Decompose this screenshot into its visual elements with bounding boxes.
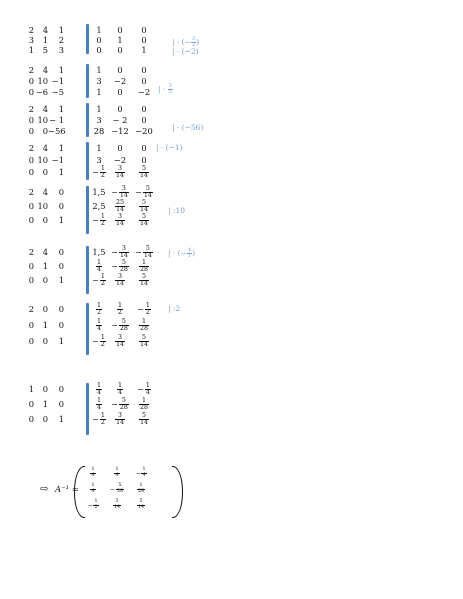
- right-matrix-cell: − $\frac{1}{2}$: [92, 273, 105, 288]
- left-matrix-cell: 0: [28, 275, 34, 285]
- right-matrix-cell: − $\frac{5}{14}$: [135, 245, 152, 260]
- left-matrix-cell: 2: [28, 65, 34, 75]
- left-matrix-cell: 0: [42, 304, 48, 314]
- row-operation-note: | · (− $\frac{3}{2}$ ): [172, 36, 200, 48]
- left-matrix-cell: 0: [42, 384, 48, 394]
- inverse-matrix-cell: $\frac{1}{4}$: [91, 467, 95, 478]
- left-matrix-cell: 2: [28, 187, 34, 197]
- left-matrix-cell: 0: [42, 336, 48, 346]
- left-matrix-cell: 2: [28, 304, 34, 314]
- left-matrix-cell: 0: [28, 320, 34, 330]
- left-matrix-cell: 1: [58, 143, 64, 153]
- right-matrix-cell: 0: [141, 115, 147, 125]
- left-matrix-cell: 0: [28, 215, 34, 225]
- right-matrix-cell: − $\frac{1}{2}$: [92, 165, 105, 180]
- left-matrix-cell: 4: [42, 25, 48, 35]
- right-matrix-cell: $\frac{1}{28}$: [139, 318, 148, 333]
- left-matrix-cell: 0: [42, 167, 48, 177]
- inverse-matrix-result: [40, 466, 150, 516]
- right-matrix-cell: $\frac{5}{14}$: [139, 273, 148, 288]
- right-matrix-cell: 1,5: [92, 187, 106, 197]
- left-matrix-cell: 4: [42, 247, 48, 257]
- left-matrix-cell: 1: [42, 261, 48, 271]
- right-matrix-cell: − 2: [112, 115, 128, 125]
- inverse-label: A⁻¹ =: [55, 485, 79, 495]
- right-matrix-cell: 3: [96, 155, 102, 165]
- right-matrix-cell: 28: [93, 126, 105, 136]
- inverse-matrix-cell: − $\frac{1}{4}$: [135, 467, 146, 478]
- left-matrix-cell: 0: [28, 167, 34, 177]
- row-operation-note: | :2: [168, 304, 181, 313]
- left-matrix-cell: 1: [28, 384, 34, 394]
- left-matrix-cell: 2: [28, 104, 34, 114]
- row-operation-note: | · (− $\frac{4}{1}$ ): [168, 247, 196, 259]
- left-matrix-cell: 0: [28, 115, 34, 125]
- left-matrix-cell: 10: [37, 76, 48, 86]
- right-parenthesis: [172, 466, 183, 518]
- right-matrix-cell: 1: [96, 87, 102, 97]
- left-matrix-cell: 0: [42, 275, 48, 285]
- left-matrix-cell: 0: [28, 201, 34, 211]
- left-matrix-cell: 4: [42, 187, 48, 197]
- inverse-matrix-cell: $\frac{1}{4}$: [91, 483, 95, 494]
- right-matrix-cell: 0: [141, 143, 147, 153]
- left-matrix-cell: 2: [28, 143, 34, 153]
- right-matrix-cell: 0: [117, 104, 123, 114]
- left-matrix-cell: 0: [58, 384, 64, 394]
- right-matrix-cell: − $\frac{3}{14}$: [111, 185, 128, 200]
- left-matrix-cell: 1: [58, 167, 64, 177]
- right-matrix-cell: 0: [117, 45, 123, 55]
- right-matrix-cell: $\frac{5}{14}$: [139, 165, 148, 180]
- left-matrix-cell: 0: [58, 399, 64, 409]
- left-matrix-cell: 4: [42, 143, 48, 153]
- right-matrix-cell: − $\frac{1}{2}$: [92, 213, 105, 228]
- implies-arrow-icon: ⇨: [40, 484, 49, 495]
- right-matrix-cell: $\frac{1}{4}$: [96, 259, 101, 274]
- right-matrix-cell: $\frac{3}{14}$: [115, 165, 124, 180]
- right-matrix-cell: 0: [117, 65, 123, 75]
- right-matrix-cell: −12: [111, 126, 129, 136]
- left-matrix-cell: − 1: [49, 115, 64, 125]
- left-matrix-cell: −5: [51, 87, 64, 97]
- right-matrix-cell: 0: [141, 25, 147, 35]
- right-matrix-cell: −2: [113, 76, 127, 86]
- inverse-matrix-cell: $\frac{1}{28}$: [137, 483, 145, 494]
- row-operation-note: | · (−2): [172, 47, 199, 56]
- left-matrix-cell: 0: [28, 155, 34, 165]
- right-matrix-cell: − $\frac{1}{2}$: [92, 334, 105, 349]
- left-matrix-cell: 0: [58, 261, 64, 271]
- left-matrix-cell: 0: [58, 247, 64, 257]
- left-matrix-cell: 1: [42, 320, 48, 330]
- left-matrix-cell: 1: [58, 65, 64, 75]
- left-matrix-cell: −1: [51, 155, 64, 165]
- right-matrix-cell: 1: [117, 35, 123, 45]
- row-operation-note: | · $\frac{3}{5}$: [158, 83, 172, 95]
- right-matrix-cell: 1: [141, 45, 147, 55]
- right-matrix-cell: $\frac{1}{2}$: [117, 302, 122, 317]
- inverse-matrix-cell: − $\frac{1}{2}$: [87, 499, 98, 510]
- left-matrix-cell: −6: [35, 87, 48, 97]
- right-matrix-cell: $\frac{3}{14}$: [115, 334, 124, 349]
- left-matrix-cell: 0: [42, 126, 48, 136]
- right-matrix-cell: 0: [96, 45, 102, 55]
- right-matrix-cell: 3: [96, 76, 102, 86]
- right-matrix-cell: 0: [141, 65, 147, 75]
- right-matrix-cell: $\frac{1}{4}$: [96, 318, 101, 333]
- left-matrix-cell: 0: [28, 87, 34, 97]
- left-matrix-cell: 4: [42, 104, 48, 114]
- right-matrix-cell: $\frac{5}{14}$: [139, 213, 148, 228]
- inverse-matrix-cell: $\frac{3}{14}$: [113, 499, 121, 510]
- left-matrix-cell: 2: [28, 247, 34, 257]
- right-matrix-cell: $\frac{3}{14}$: [115, 213, 124, 228]
- left-matrix-cell: 0: [28, 414, 34, 424]
- left-matrix-cell: 1: [58, 414, 64, 424]
- left-matrix-cell: 1: [42, 399, 48, 409]
- left-matrix-cell: 0: [58, 187, 64, 197]
- left-matrix-cell: 0: [28, 336, 34, 346]
- left-matrix-cell: 1: [58, 275, 64, 285]
- right-matrix-cell: $\frac{1}{4}$: [96, 397, 101, 412]
- right-matrix-cell: − $\frac{5}{28}$: [111, 259, 128, 274]
- left-matrix-cell: 0: [58, 304, 64, 314]
- left-matrix-cell: 0: [28, 399, 34, 409]
- left-matrix-cell: 1: [58, 336, 64, 346]
- right-matrix-cell: −2: [113, 155, 127, 165]
- left-matrix-cell: 10: [37, 201, 48, 211]
- left-matrix-cell: 2: [28, 25, 34, 35]
- left-matrix-cell: 1: [58, 25, 64, 35]
- left-matrix-cell: 2: [58, 35, 64, 45]
- left-matrix-cell: 0: [42, 414, 48, 424]
- right-matrix-cell: $\frac{1}{2}$: [96, 302, 101, 317]
- left-matrix-cell: −56: [48, 126, 66, 136]
- left-matrix-cell: −1: [51, 76, 64, 86]
- left-matrix-cell: 3: [58, 45, 64, 55]
- right-matrix-cell: $\frac{3}{14}$: [115, 273, 124, 288]
- inverse-matrix-cell: $\frac{5}{14}$: [137, 499, 145, 510]
- left-matrix-cell: 1: [58, 215, 64, 225]
- left-matrix-cell: 0: [28, 261, 34, 271]
- left-matrix-cell: 0: [58, 320, 64, 330]
- right-matrix-cell: 0: [141, 35, 147, 45]
- right-matrix-cell: −2: [137, 87, 151, 97]
- left-matrix-cell: 1: [42, 35, 48, 45]
- right-matrix-cell: − $\frac{1}{2}$: [92, 412, 105, 427]
- right-matrix-cell: $\frac{1}{28}$: [139, 397, 148, 412]
- right-matrix-cell: − $\frac{5}{28}$: [111, 318, 128, 333]
- left-matrix-cell: 4: [42, 65, 48, 75]
- right-matrix-cell: $\frac{5}{14}$: [139, 334, 148, 349]
- right-matrix-cell: 1: [96, 65, 102, 75]
- right-matrix-cell: 1: [96, 25, 102, 35]
- right-matrix-cell: 0: [117, 87, 123, 97]
- right-matrix-cell: −20: [135, 126, 153, 136]
- left-matrix-cell: 0: [28, 76, 34, 86]
- right-matrix-cell: − $\frac{1}{4}$: [137, 382, 150, 397]
- right-matrix-cell: 0: [141, 76, 147, 86]
- right-matrix-cell: $\frac{5}{14}$: [139, 199, 148, 214]
- right-matrix-cell: − $\frac{5}{14}$: [135, 185, 152, 200]
- right-matrix-cell: 0: [117, 25, 123, 35]
- right-matrix-cell: $\frac{3}{14}$: [115, 412, 124, 427]
- right-matrix-cell: 3: [96, 115, 102, 125]
- right-matrix-cell: $\frac{1}{4}$: [96, 382, 101, 397]
- left-matrix-cell: 1: [58, 104, 64, 114]
- left-matrix-cell: 5: [42, 45, 48, 55]
- right-matrix-cell: $\frac{5}{14}$: [139, 412, 148, 427]
- right-matrix-cell: $\frac{1}{4}$: [117, 382, 122, 397]
- right-matrix-cell: 0: [117, 143, 123, 153]
- inverse-matrix-cell: $\frac{1}{4}$: [115, 467, 119, 478]
- left-matrix-cell: 0: [58, 201, 64, 211]
- left-matrix-cell: 3: [28, 35, 34, 45]
- right-matrix-cell: − $\frac{3}{14}$: [111, 245, 128, 260]
- row-operation-note: | · (−1): [156, 143, 183, 152]
- left-matrix-cell: 10: [37, 115, 48, 125]
- inverse-matrix-cell: − $\frac{5}{28}$: [109, 483, 124, 494]
- left-matrix-cell: 0: [28, 126, 34, 136]
- right-matrix-cell: 0: [141, 155, 147, 165]
- left-matrix-cell: 10: [37, 155, 48, 165]
- right-matrix-cell: − $\frac{5}{28}$: [111, 397, 128, 412]
- right-matrix-cell: 1: [96, 143, 102, 153]
- right-matrix-cell: $\frac{25}{14}$: [115, 199, 124, 214]
- right-matrix-cell: 2,5: [92, 201, 106, 211]
- right-matrix-cell: 0: [96, 35, 102, 45]
- row-operation-note: | · (−56): [172, 123, 204, 132]
- right-matrix-cell: 1,5: [92, 247, 106, 257]
- right-matrix-cell: $\frac{1}{28}$: [139, 259, 148, 274]
- row-operation-note: | :10: [168, 206, 185, 215]
- right-matrix-cell: − $\frac{1}{2}$: [137, 302, 150, 317]
- right-matrix-cell: 0: [141, 104, 147, 114]
- left-matrix-cell: 0: [42, 215, 48, 225]
- right-matrix-cell: 1: [96, 104, 102, 114]
- left-matrix-cell: 1: [28, 45, 34, 55]
